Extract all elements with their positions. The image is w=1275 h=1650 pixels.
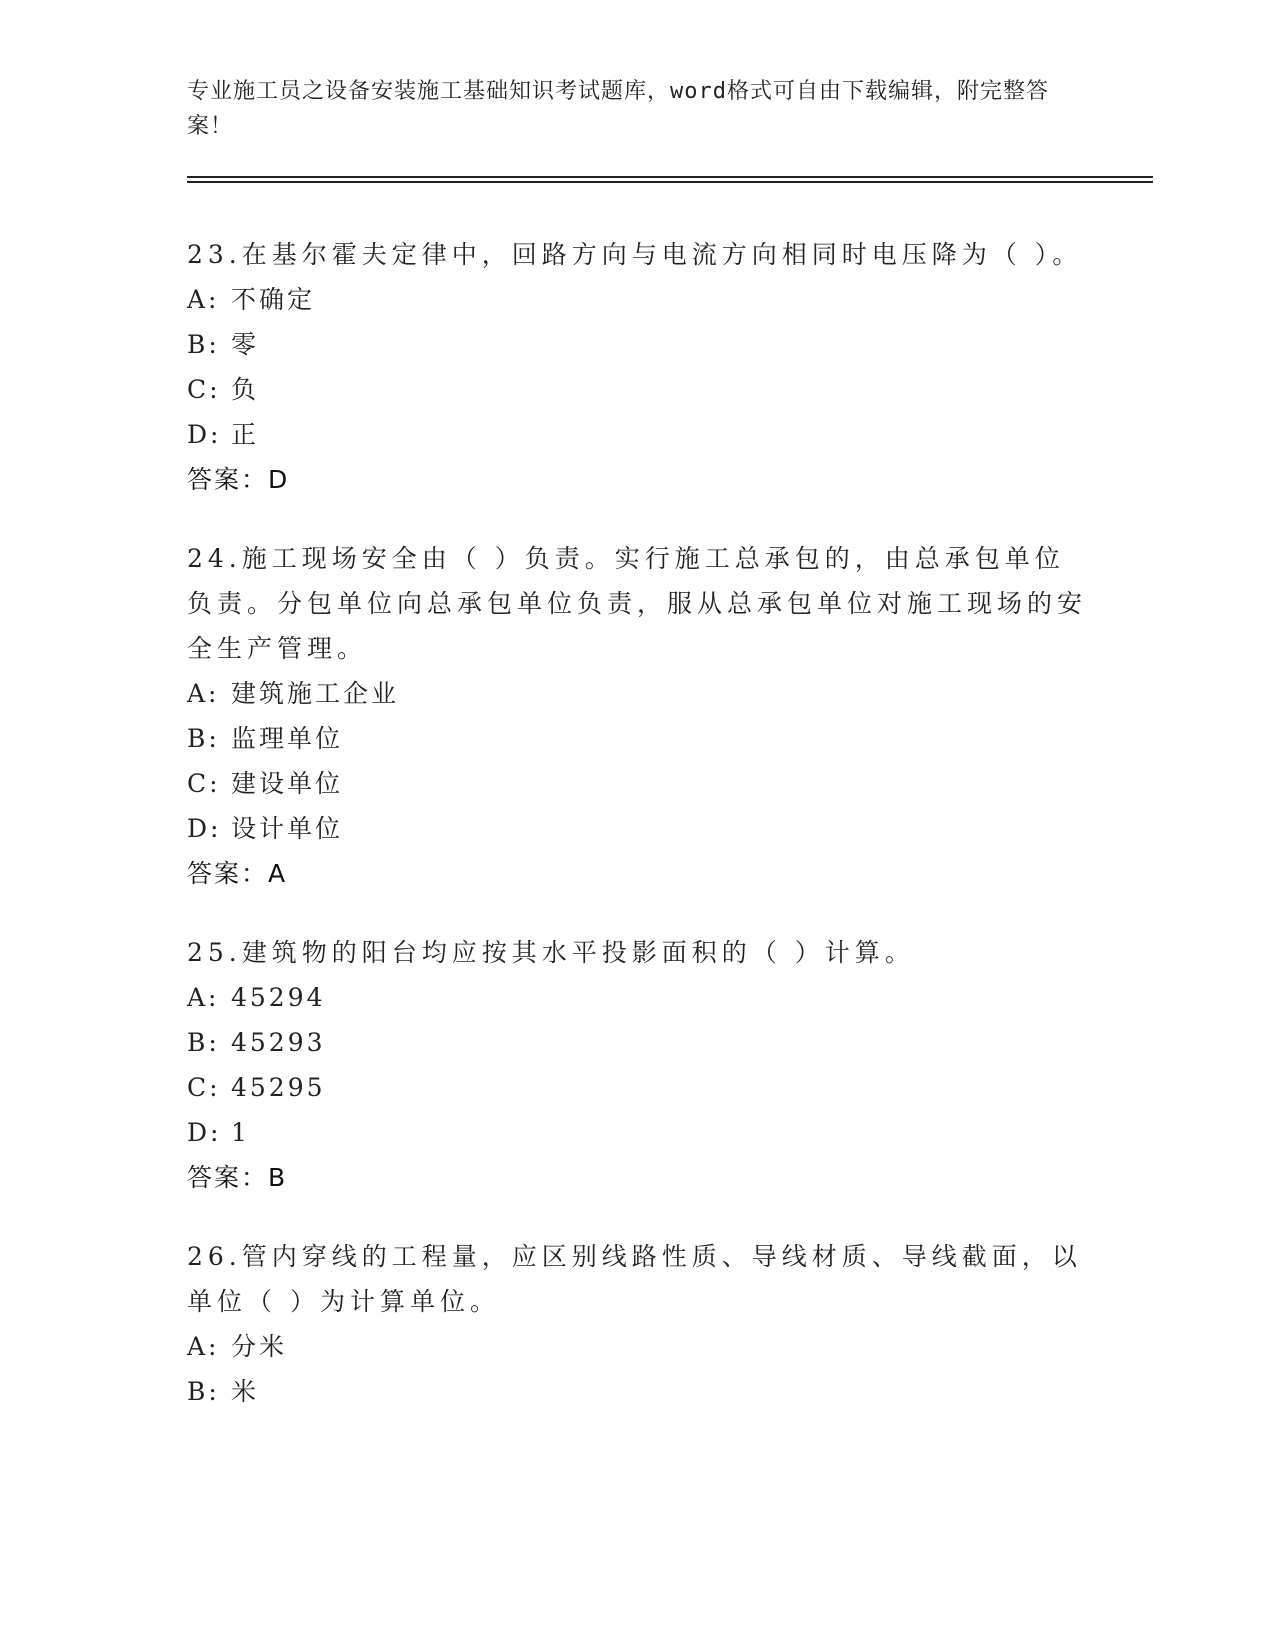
option-c bbox=[187, 1065, 1087, 1110]
option-b bbox=[187, 322, 1087, 367]
option-d bbox=[187, 1110, 1087, 1155]
option-text: 建筑施工企业 bbox=[231, 679, 400, 708]
option-text: 45294 bbox=[231, 983, 326, 1012]
question-stem: 24.施工现场安全由（ ）负责。实行施工总承包的，由总承包单位负责。分包单位向总承包单位负责，服从总承包单位对施工现场的安全生产管理。 bbox=[187, 544, 1088, 663]
option-a bbox=[187, 277, 1087, 322]
question-23 bbox=[187, 232, 1087, 502]
option-text: 设计单位 bbox=[231, 814, 344, 843]
option-letter: A: bbox=[187, 983, 220, 1012]
option-text: 监理单位 bbox=[231, 724, 344, 753]
option-letter: C: bbox=[187, 1073, 221, 1102]
option-letter: D: bbox=[187, 420, 222, 449]
option-d bbox=[187, 412, 1087, 457]
option-d bbox=[187, 806, 1087, 851]
question-25 bbox=[187, 930, 1087, 1200]
option-letter: B: bbox=[187, 724, 220, 753]
question-24 bbox=[187, 536, 1087, 896]
option-letter: B: bbox=[187, 1028, 220, 1057]
option-letter: A: bbox=[187, 1332, 220, 1361]
question-stem: 25.建筑物的阳台均应按其水平投影面积的（ ）计算。 bbox=[187, 938, 915, 967]
header-divider-top bbox=[187, 176, 1153, 178]
option-text: 45295 bbox=[231, 1073, 326, 1102]
answer-line: 答案：A bbox=[187, 859, 288, 888]
option-letter: A: bbox=[187, 679, 220, 708]
question-list bbox=[187, 232, 1087, 1448]
question-stem: 23.在基尔霍夫定律中，回路方向与电流方向相同时电压降为（ ）。 bbox=[187, 240, 1083, 269]
option-letter: A: bbox=[187, 285, 220, 314]
option-a bbox=[187, 975, 1087, 1020]
option-c bbox=[187, 761, 1087, 806]
answer-line: 答案：D bbox=[187, 465, 290, 494]
option-a bbox=[187, 671, 1087, 716]
option-letter: B: bbox=[187, 330, 220, 359]
option-b bbox=[187, 1020, 1087, 1065]
answer-line: 答案：B bbox=[187, 1163, 288, 1192]
option-b bbox=[187, 716, 1087, 761]
option-text: 正 bbox=[231, 420, 260, 449]
option-letter: C: bbox=[187, 769, 221, 798]
document-header: 专业施工员之设备安装施工基础知识考试题库，word格式可自由下载编辑，附完整答案！ bbox=[187, 79, 1049, 139]
option-text: 零 bbox=[231, 330, 260, 359]
option-b bbox=[187, 1369, 1087, 1414]
option-letter: B: bbox=[187, 1377, 220, 1406]
option-letter: C: bbox=[187, 375, 221, 404]
option-text: 建设单位 bbox=[231, 769, 344, 798]
option-c bbox=[187, 367, 1087, 412]
option-text: 45293 bbox=[231, 1028, 326, 1057]
option-text: 不确定 bbox=[231, 285, 316, 314]
option-text: 负 bbox=[231, 375, 260, 404]
option-text: 1 bbox=[231, 1118, 250, 1147]
header-divider-bottom bbox=[187, 181, 1153, 183]
option-letter: D: bbox=[187, 1118, 222, 1147]
question-stem: 26.管内穿线的工程量，应区别线路性质、导线材质、导线截面，以单位（ ）为计算单位。 bbox=[187, 1242, 1082, 1316]
question-26 bbox=[187, 1234, 1087, 1414]
option-text: 分米 bbox=[231, 1332, 288, 1361]
option-letter: D: bbox=[187, 814, 222, 843]
option-text: 米 bbox=[231, 1377, 260, 1406]
option-a bbox=[187, 1324, 1087, 1369]
